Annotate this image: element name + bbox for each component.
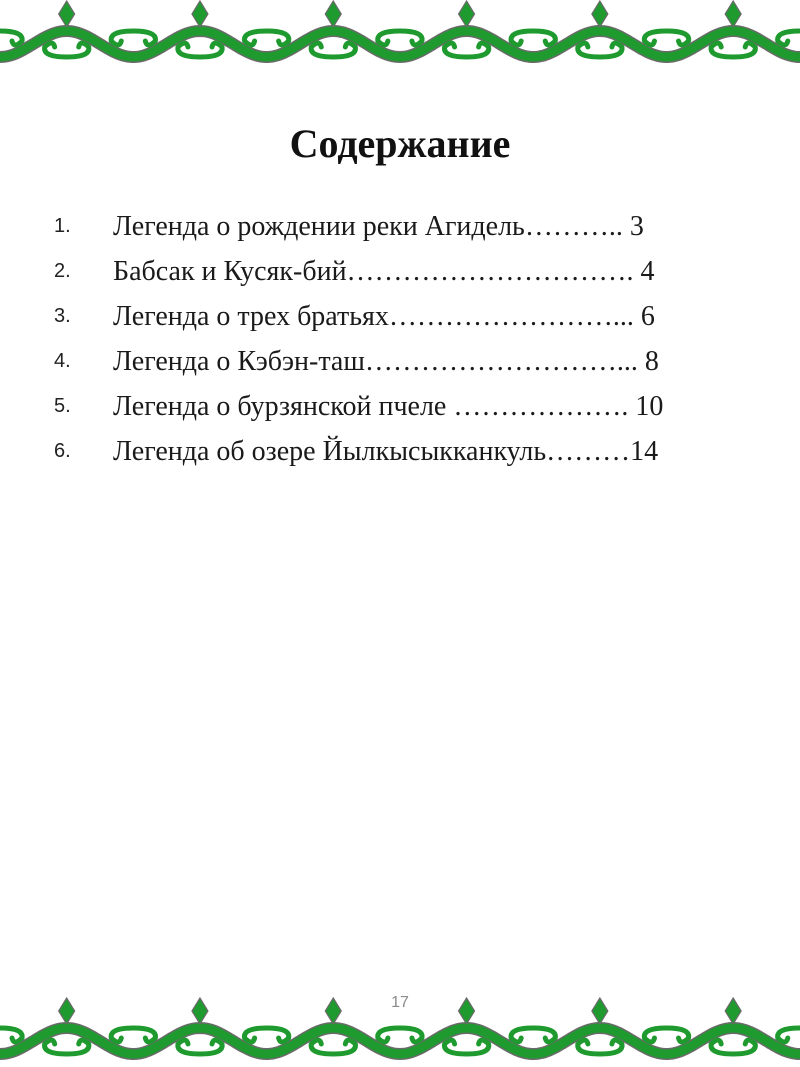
ornament-curl xyxy=(578,43,600,57)
ornament-curl xyxy=(378,1028,400,1042)
ornament-curl xyxy=(267,1028,289,1042)
ornament-curl xyxy=(178,43,200,57)
toc-item[interactable] xyxy=(0,429,800,474)
ornament-curl xyxy=(45,43,67,57)
ornament-curl xyxy=(111,1028,133,1042)
toc-item-number: 1. xyxy=(54,215,71,237)
ornament-curl xyxy=(0,1028,22,1042)
toc-item-text: Легенда о бурзянской пчеле ………………. 10 xyxy=(113,391,664,422)
ornament-curl xyxy=(578,1040,600,1054)
ornament-curl xyxy=(511,1028,533,1042)
ornament-curl xyxy=(133,1028,155,1042)
ornament-curl xyxy=(400,1028,422,1042)
ornament-curl xyxy=(667,31,689,45)
ornament-curl xyxy=(533,31,555,45)
ornament-curl xyxy=(133,31,155,45)
table-of-contents xyxy=(0,204,800,474)
ornament-diamond xyxy=(192,1,208,27)
ornament-curl xyxy=(667,1028,689,1042)
ornament-curl xyxy=(400,31,422,45)
ornament-curl xyxy=(533,1028,555,1042)
ornament-diamond xyxy=(192,998,208,1024)
ornament-curl xyxy=(511,31,533,45)
ornament-diamond xyxy=(725,998,741,1024)
ornament-curl xyxy=(444,43,466,57)
ornament-curl xyxy=(467,1040,489,1054)
ornament-curl xyxy=(333,1040,355,1054)
ornament-curl xyxy=(244,31,266,45)
toc-item-text: Бабсак и Кусяк-бий…………………………. 4 xyxy=(113,256,655,287)
ornament-curl xyxy=(644,31,666,45)
ornament-curl xyxy=(178,1040,200,1054)
ornament-curl xyxy=(311,43,333,57)
ornament-curl xyxy=(0,31,22,45)
ornament-curl xyxy=(711,43,733,57)
toc-item[interactable] xyxy=(0,339,800,384)
toc-item[interactable] xyxy=(0,294,800,339)
ornament-curl xyxy=(67,1040,89,1054)
ornament-curl xyxy=(467,43,489,57)
ornament-curl xyxy=(333,43,355,57)
toc-item-text: Легенда о рождении реки Агидель……….. 3 xyxy=(113,211,644,242)
ornament-curl xyxy=(45,1040,67,1054)
ornament-diamond xyxy=(59,998,75,1024)
toc-item-number: 5. xyxy=(54,395,71,417)
toc-item[interactable] xyxy=(0,249,800,294)
ornament-border-top-icon xyxy=(0,0,800,70)
toc-item-number: 4. xyxy=(54,350,71,372)
ornament-diamond xyxy=(592,1,608,27)
ornament-curl xyxy=(311,1040,333,1054)
ornament-curl xyxy=(444,1040,466,1054)
toc-item-number: 3. xyxy=(54,305,71,327)
ornament-curl xyxy=(644,1028,666,1042)
ornament-border-bottom-icon xyxy=(0,997,800,1067)
ornament-curl xyxy=(778,31,800,45)
ornament-diamond xyxy=(325,1,341,27)
toc-item[interactable] xyxy=(0,204,800,249)
ornament-diamond xyxy=(592,998,608,1024)
ornament-diamond xyxy=(725,1,741,27)
toc-item-text: Легенда о Кэбэн-таш………………………... 8 xyxy=(113,346,659,377)
ornament-curl xyxy=(733,43,755,57)
page-title: Содержание xyxy=(289,121,511,166)
toc-item-text: Легенда об озере Йылкысыкканкуль………14 xyxy=(113,436,659,467)
ornament-diamond xyxy=(325,998,341,1024)
ornament-curl xyxy=(200,1040,222,1054)
ornament-curl xyxy=(733,1040,755,1054)
ornament-curl xyxy=(600,1040,622,1054)
toc-item[interactable] xyxy=(0,384,800,429)
ornament-curl xyxy=(200,43,222,57)
ornament-curl xyxy=(267,31,289,45)
toc-item-number: 6. xyxy=(54,440,71,462)
ornament-diamond xyxy=(59,1,75,27)
toc-item-number: 2. xyxy=(54,260,71,282)
ornament-curl xyxy=(778,1028,800,1042)
ornament-diamond xyxy=(459,998,475,1024)
ornament-curl xyxy=(600,43,622,57)
ornament-curl xyxy=(111,31,133,45)
ornament-curl xyxy=(711,1040,733,1054)
ornament-curl xyxy=(244,1028,266,1042)
toc-item-text: Легенда о трех братьях……………………... 6 xyxy=(113,301,655,332)
ornament-curl xyxy=(67,43,89,57)
page-number: 17 xyxy=(391,994,409,1011)
ornament-curl xyxy=(378,31,400,45)
ornament-diamond xyxy=(459,1,475,27)
